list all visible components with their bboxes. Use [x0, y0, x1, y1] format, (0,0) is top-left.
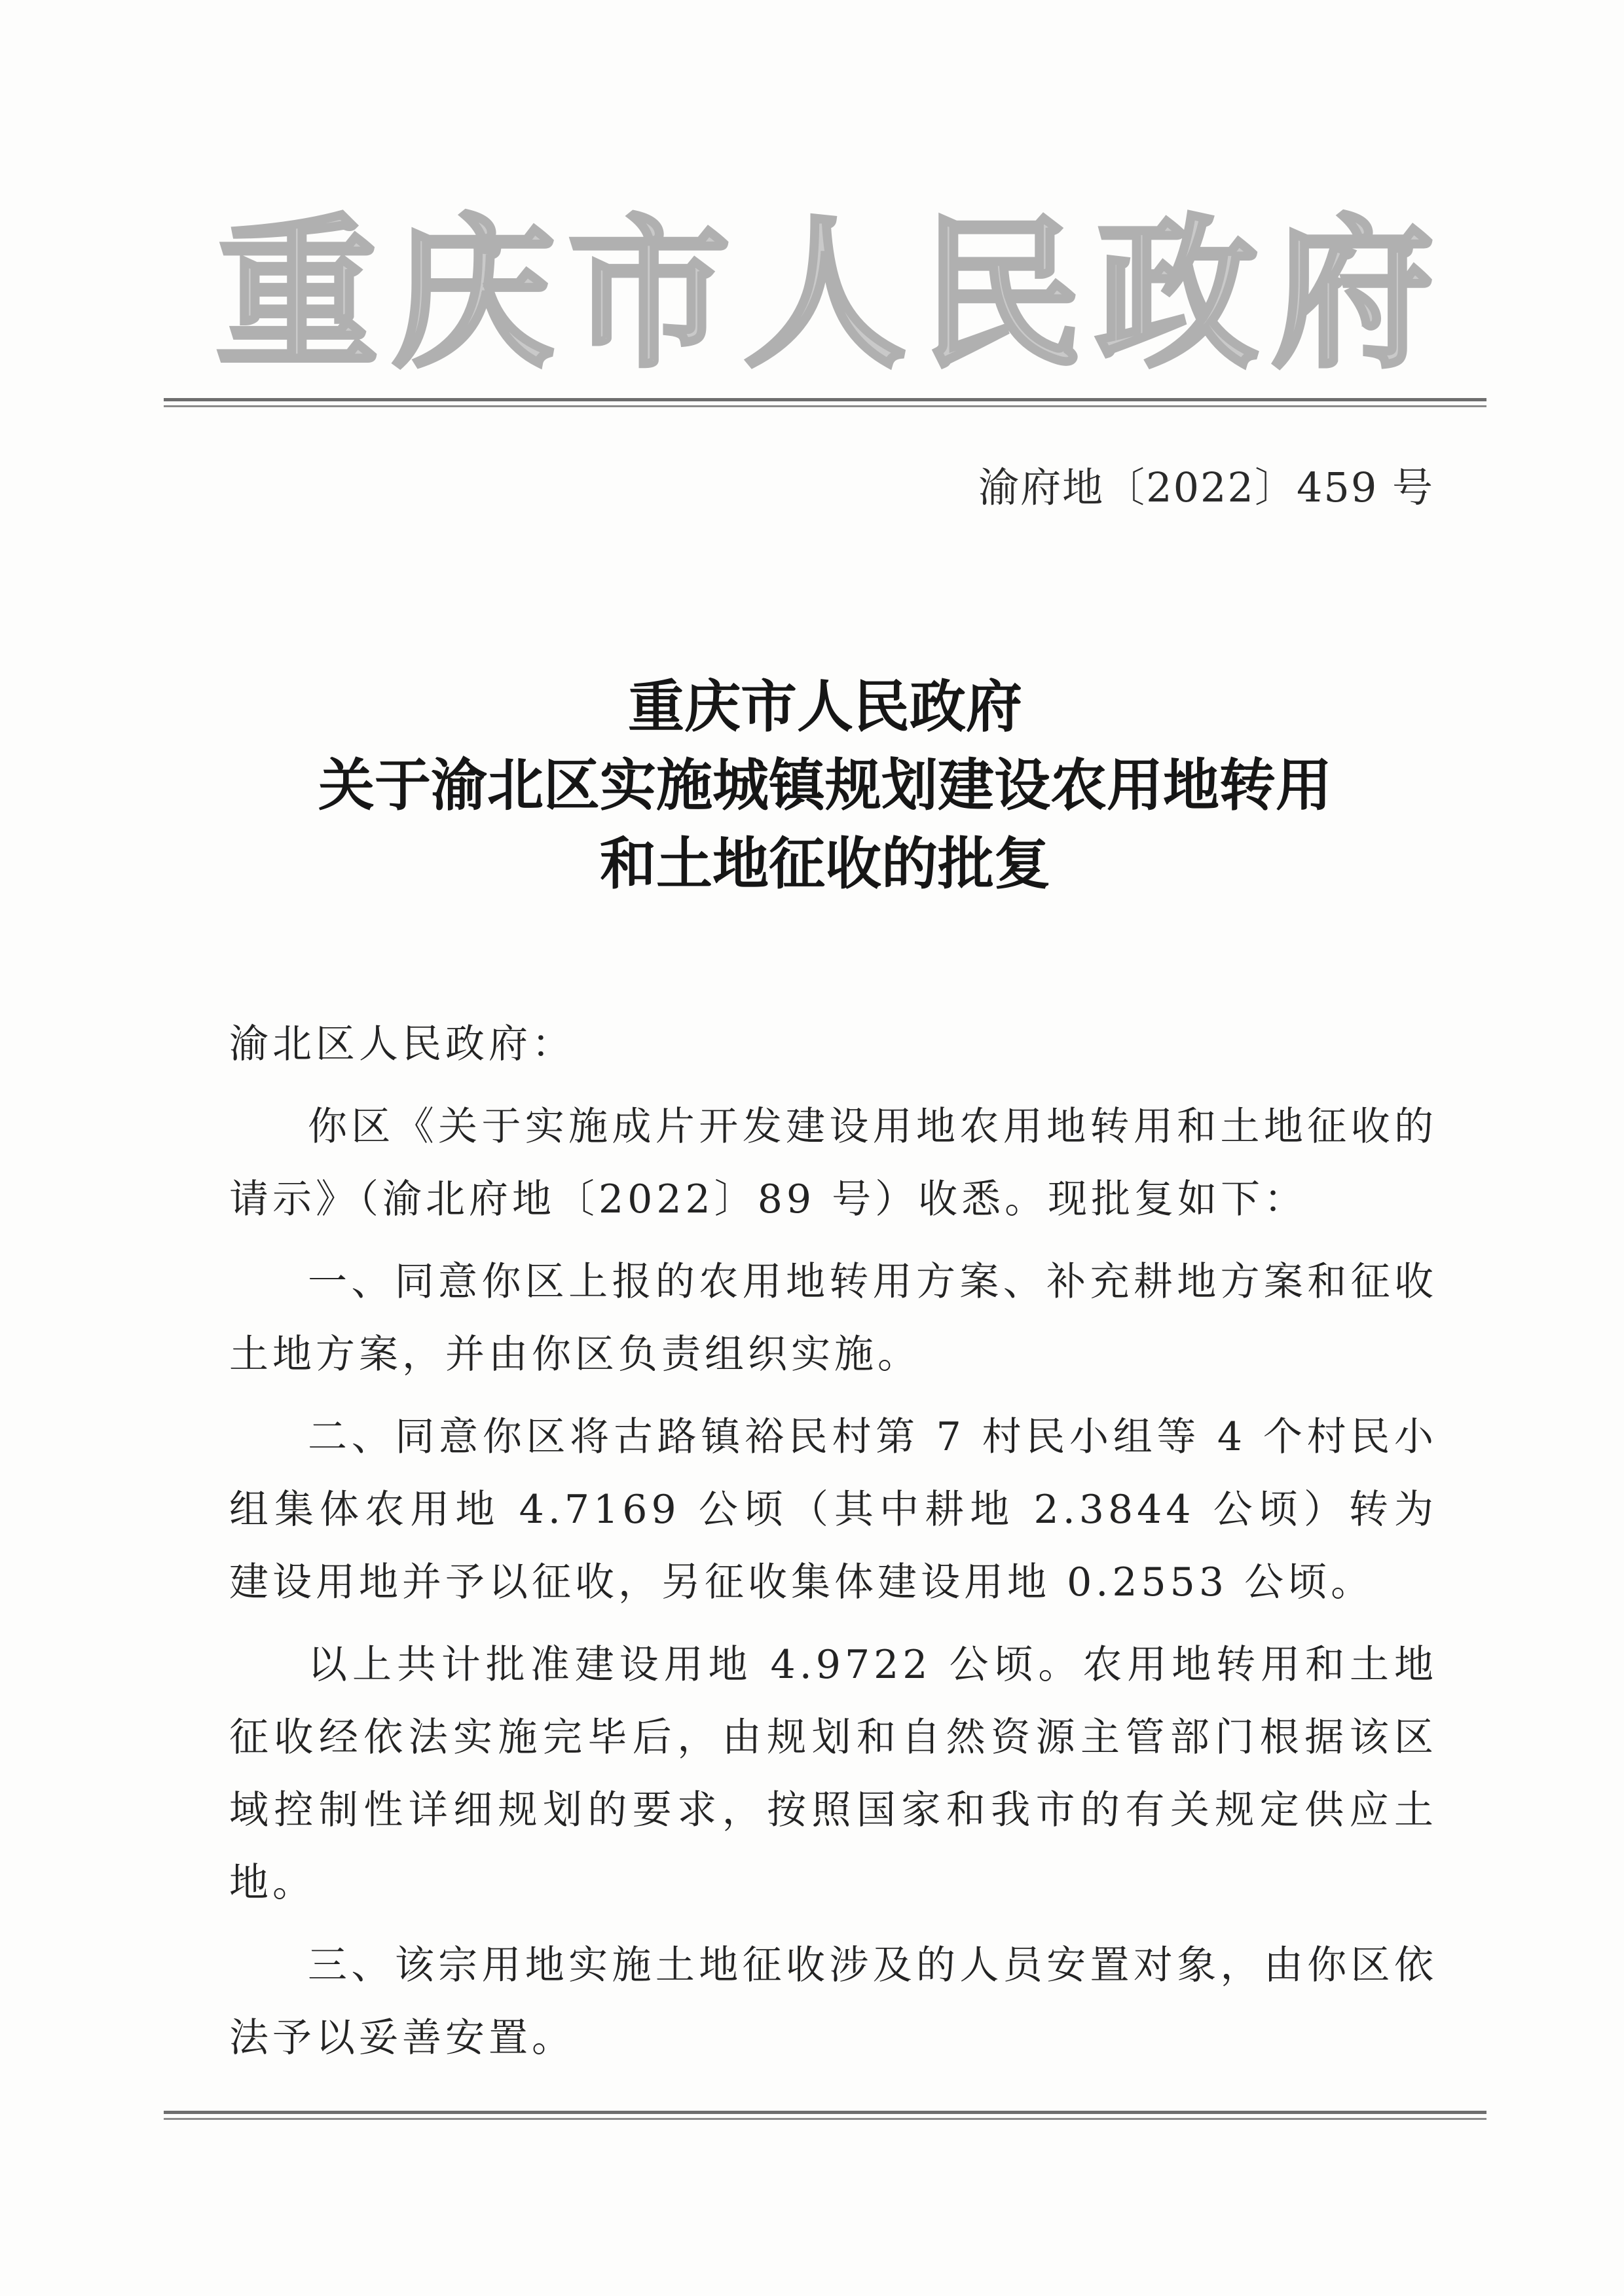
letterhead-char: 庆	[392, 199, 555, 390]
document-number: 渝府地〔2022〕459 号	[978, 464, 1434, 511]
body-paragraph: 一、同意你区上报的农用地转用方案、补充耕地方案和征收土地方案，并由你区负责组织实施。	[229, 1259, 1437, 1377]
letterhead-char: 府	[1271, 199, 1434, 390]
body-paragraph: 二、同意你区将古路镇裕民村第 7 村民小组等 4 个村民小组集体农用地 4.7169 公顷（其中耕地 2.3844 公顷）转为建设用地并予以征收，另征收集体建设用地 0.2553 公顷。	[229, 1414, 1437, 1605]
letterhead	[216, 196, 1434, 393]
document-title	[164, 668, 1486, 903]
letterhead-char: 市	[568, 199, 731, 390]
salutation: 渝北区人民政府：	[229, 1021, 575, 1067]
letterhead-char: 人	[743, 199, 906, 390]
divider-thin-line	[164, 2118, 1486, 2120]
title-line: 和土地征收的批复	[600, 831, 1050, 897]
body-paragraph: 三、该宗用地实施土地征收涉及的人员安置对象，由你区依法予以妥善安置。	[229, 1942, 1437, 2061]
document-body	[229, 1008, 1437, 2075]
title-line: 重庆市人民政府	[628, 674, 1022, 740]
letterhead-char: 重	[216, 199, 378, 390]
body-paragraph: 你区《关于实施成片开发建设用地农用地转用和土地征收的请示》（渝北府地〔2022〕89 号）收悉。现批复如下：	[229, 1104, 1437, 1222]
title-line: 关于渝北区实施城镇规划建设农用地转用	[318, 752, 1332, 818]
letterhead-divider	[164, 398, 1486, 407]
body-paragraph: 以上共计批准建设用地 4.9722 公顷。农用地转用和土地征收经依法实施完毕后，由规划和自然资源主管部门根据该区域控制性详细规划的要求，按照国家和我市的有关规定供应土地。	[229, 1642, 1437, 1906]
footer-divider	[164, 2111, 1486, 2120]
letterhead-char: 民	[919, 199, 1082, 390]
letterhead-char: 政	[1096, 199, 1259, 390]
divider-thin-line	[164, 405, 1486, 407]
